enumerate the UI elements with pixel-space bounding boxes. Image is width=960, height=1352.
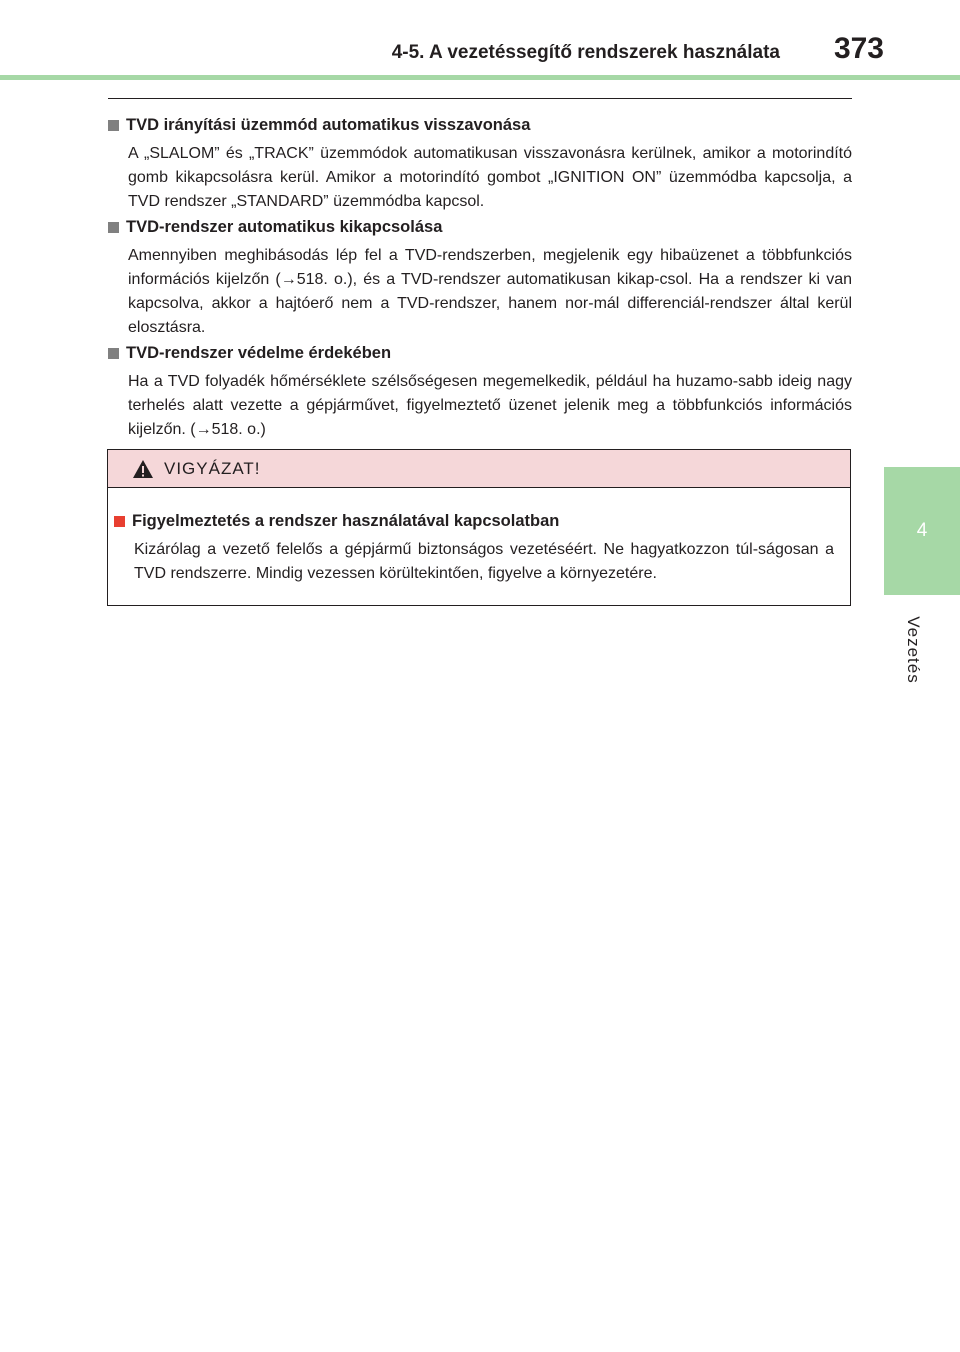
square-bullet-icon	[108, 120, 119, 131]
content-top-rule	[108, 98, 852, 99]
chapter-label	[898, 610, 928, 690]
section-heading-text: TVD irányítási üzemmód automatikus visszavonása	[126, 116, 531, 134]
caution-body: Kizárólag a vezető felelős a gépjármű biztonságos vezetéséért. Ne hagyatkozzon túl-ságosan a TVD rendszerre. Mindig vezessen körültekintően, figyelve a környezetére.	[134, 541, 834, 582]
section-heading-text: TVD-rendszer védelme érdekében	[126, 344, 392, 362]
section-heading	[108, 342, 852, 364]
caution-header	[108, 450, 850, 488]
section-body: Amennyiben meghibásodás lép fel a TVD-rendszerben, megjelenik egy hibaüzenet a többfunkciós információs kijelzőn (→518. o.), és a TVD-rendszer automatikusan kikap-csol. Ha a rendszer ki van kapcsolva, akkor a hajtóerő nem a TVD-rendszer, hanem nor-mál differenciál-rendszer által kerül elosztásra.	[128, 247, 852, 336]
section-heading	[108, 216, 852, 238]
section-tvd-auto-off	[108, 216, 852, 340]
warning-triangle-icon	[132, 459, 154, 479]
caution-section	[114, 510, 834, 586]
chapter-tab	[884, 467, 960, 595]
header-divider	[0, 75, 960, 80]
section-body: A „SLALOM” és „TRACK” üzemmódok automatikusan visszavonásra kerülnek, amikor a motorindító gomb kikapcsolásra kerül. Amikor a motorindító gombot „IGNITION ON” üzemmódba kapcsolja, a TVD rendszer „STANDARD” üzemmódba kapcsol.	[128, 145, 852, 210]
header-title: 4-5. A vezetéssegítő rendszerek használata	[391, 42, 780, 63]
page-number: 373	[833, 32, 884, 65]
red-square-bullet-icon	[114, 516, 125, 527]
section-heading-text: TVD-rendszer automatikus kikapcsolása	[126, 218, 443, 236]
chapter-label-text: Vezetés	[904, 616, 923, 684]
section-body: Ha a TVD folyadék hőmérséklete szélsőségesen megemelkedik, például ha huzamo-sabb ideig nagy terhelés alatt vezette a gépjárművet, figyelmeztető üzenet jelenik meg a többfunkciós információs kijelzőn. (→518. o.)	[128, 373, 852, 438]
caution-heading	[114, 510, 834, 532]
square-bullet-icon	[108, 348, 119, 359]
section-tvd-mode-cancel	[108, 114, 852, 214]
caution-heading-text: Figyelmeztetés a rendszer használatával kapcsolatban	[132, 512, 560, 530]
section-heading	[108, 114, 852, 136]
section-tvd-protection	[108, 342, 852, 442]
chapter-number: 4	[916, 520, 928, 541]
square-bullet-icon	[108, 222, 119, 233]
caution-title: VIGYÁZAT!	[164, 458, 261, 478]
caution-box	[107, 449, 851, 606]
